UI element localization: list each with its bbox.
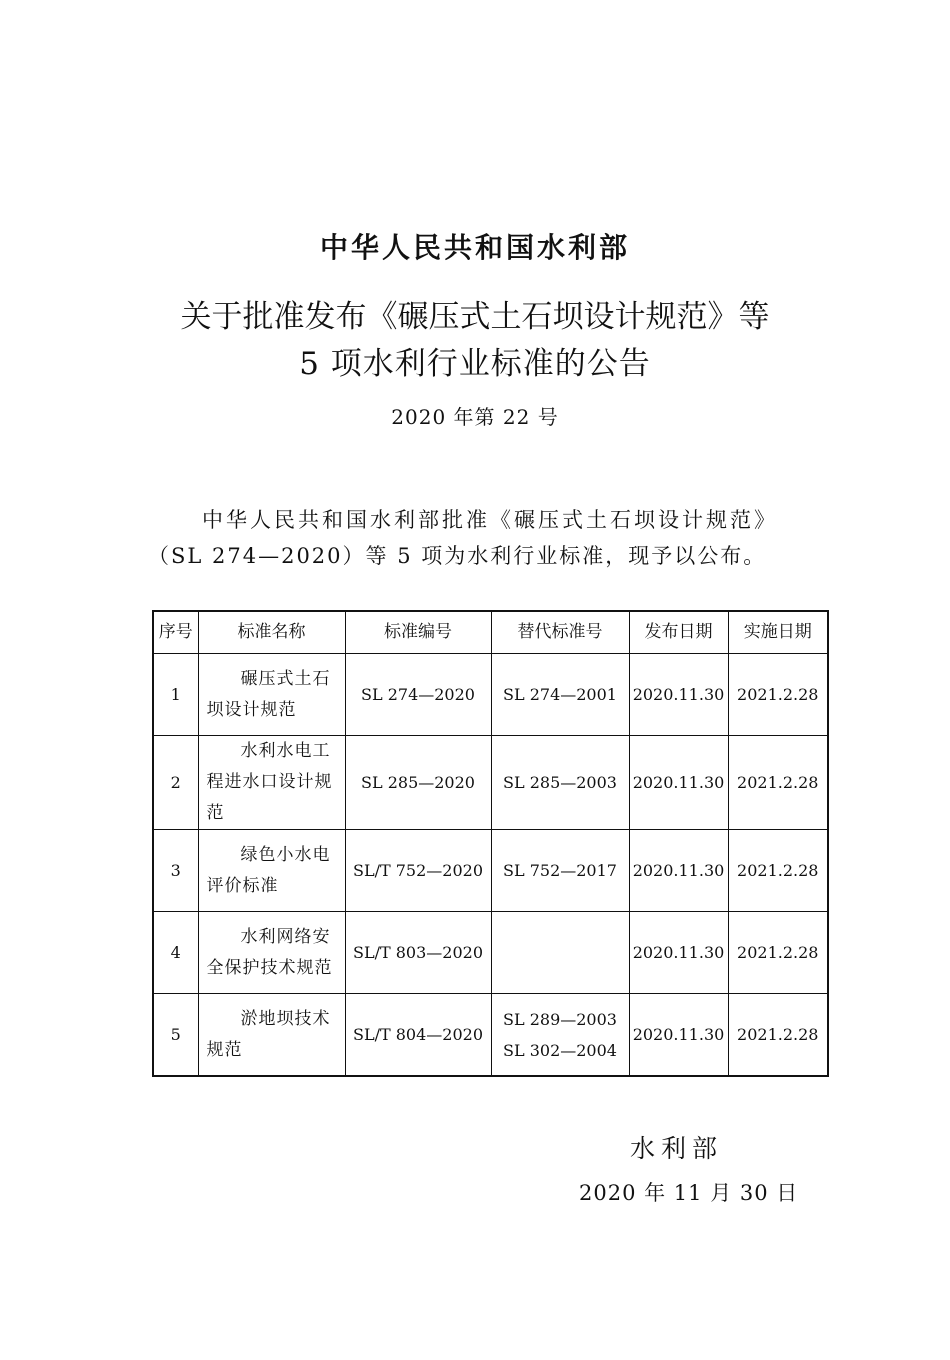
header-name: 标准名称 [198,611,345,654]
row-effective: 2021.2.28 [728,654,828,736]
standards-table [152,610,829,1077]
row-replaces-item: SL 752—2017 [503,861,617,880]
notice-title-line-2: 5 项水利行业标准的公告 [299,346,651,382]
row-code: SL/T 804—2020 [345,994,491,1077]
document-number: 2020 年第 22 号 [391,405,559,429]
row-effective: 2021.2.28 [728,994,828,1077]
row-name-cell [198,736,345,830]
row-code: SL/T 803—2020 [345,912,491,994]
row-name: 碾压式土石坝设计规范 [206,668,331,720]
row-no: 5 [153,994,198,1077]
header-replaces: 替代标准号 [491,611,629,654]
header-no: 序号 [153,611,198,654]
row-issued: 2020.11.30 [629,736,728,830]
row-code: SL 274—2020 [345,654,491,736]
row-replaces-item: SL 274—2001 [503,685,617,704]
row-code: SL 285—2020 [345,736,491,830]
row-name-cell [198,654,345,736]
signing-organization: 水利部 [630,1134,724,1163]
row-issued: 2020.11.30 [629,654,728,736]
header-effective: 实施日期 [728,611,828,654]
table-row [153,736,828,830]
row-name-cell [198,912,345,994]
header-issued: 发布日期 [629,611,728,654]
row-no: 2 [153,736,198,830]
row-replaces [491,912,629,994]
row-name-cell [198,994,345,1077]
row-replaces [491,994,629,1077]
body-text-line-2: （SL 274—2020）等 5 项为水利行业标准，现予以公布。 [148,544,767,568]
row-replaces [491,736,629,830]
row-issued: 2020.11.30 [629,830,728,912]
issuer-heading: 中华人民共和国水利部 [319,231,630,264]
table-row [153,654,828,736]
row-replaces-item: SL 289—2003 [503,1009,617,1029]
row-no: 4 [153,912,198,994]
row-replaces [491,654,629,736]
body-text-line-1: 中华人民共和国水利部批准《碾压式土石坝设计规范》 [202,508,778,532]
row-name-cell [198,830,345,912]
row-replaces-item: SL 302—2004 [503,1040,617,1060]
row-effective: 2021.2.28 [728,912,828,994]
row-name: 水利网络安全保护技术规范 [206,926,333,978]
row-name: 水利水电工程进水口设计规范 [206,741,333,823]
row-replaces [491,830,629,912]
row-effective: 2021.2.28 [728,736,828,830]
row-name: 绿色小水电评价标准 [206,844,331,896]
row-code: SL/T 752—2020 [345,830,491,912]
table-header-row [153,611,828,654]
table-row [153,830,828,912]
row-issued: 2020.11.30 [629,912,728,994]
notice-title-line-1: 关于批准发布《碾压式土石坝设计规范》等 [180,299,770,335]
table-row [153,994,828,1077]
row-no: 1 [153,654,198,736]
signing-date: 2020 年 11 月 30 日 [579,1181,799,1205]
row-effective: 2021.2.28 [728,830,828,912]
header-code: 标准编号 [345,611,491,654]
table-row [153,912,828,994]
row-replaces-item: SL 285—2003 [503,773,617,792]
row-no: 3 [153,830,198,912]
row-name: 淤地坝技术规范 [206,1008,331,1060]
row-issued: 2020.11.30 [629,994,728,1077]
